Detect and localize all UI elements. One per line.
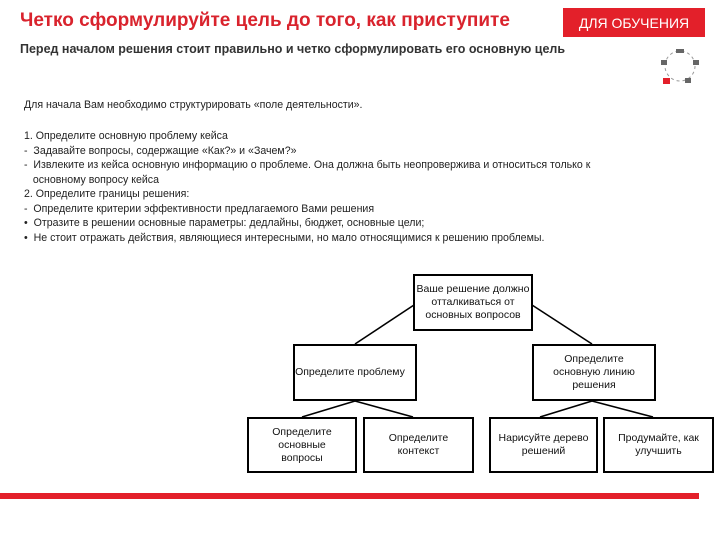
training-badge: ДЛЯ ОБУЧЕНИЯ (563, 8, 705, 37)
diagram-left-box: Определите проблему (293, 344, 417, 401)
list-item: 2. Определите границы решения: (24, 188, 190, 200)
list-item: - Извлеките из кейса основную информацию о проблеме. Она должна быть неопровержива и относиться только к (24, 159, 591, 171)
page-subtitle: Перед началом решения стоит правильно и четко сформулировать его основную цель (20, 42, 566, 56)
list-item: • Не стоит отражать действия, являющиеся интересными, но мало относящимися к решению проблемы. (24, 231, 545, 244)
diagram-leaf-box: Нарисуйте дерево решений (489, 417, 598, 473)
list-item: • Отразите в решении основные параметры: дедлайны, бюджет, основные цели; (24, 217, 425, 229)
intro-text: Для начала Вам необходимо структурировать «поле деятельности». (24, 99, 363, 111)
diagram-root-box: Ваше решение должно отталкиваться от основных вопросов (413, 274, 533, 331)
diagram-leaf-box: Определите основные вопросы (247, 417, 357, 473)
list-item: - Задавайте вопросы, содержащие «Как?» и «Зачем?» (24, 144, 297, 157)
diagram-leaf-box: Определите контекст (363, 417, 474, 473)
list-item: 1. Определите основную проблему кейса (24, 130, 228, 142)
diagram-leaf-box: Продумайте, как улучшить (603, 417, 714, 473)
page-title: Четко сформулируйте цель до того, как приступите (20, 10, 510, 31)
list-item: основному вопросу кейса (24, 173, 159, 186)
diagram-right-box: Определите основную линию решения (532, 344, 656, 401)
list-item: - Определите критерии эффективности предлагаемого Вами решения (24, 202, 375, 215)
footer-accent-bar (0, 493, 699, 499)
